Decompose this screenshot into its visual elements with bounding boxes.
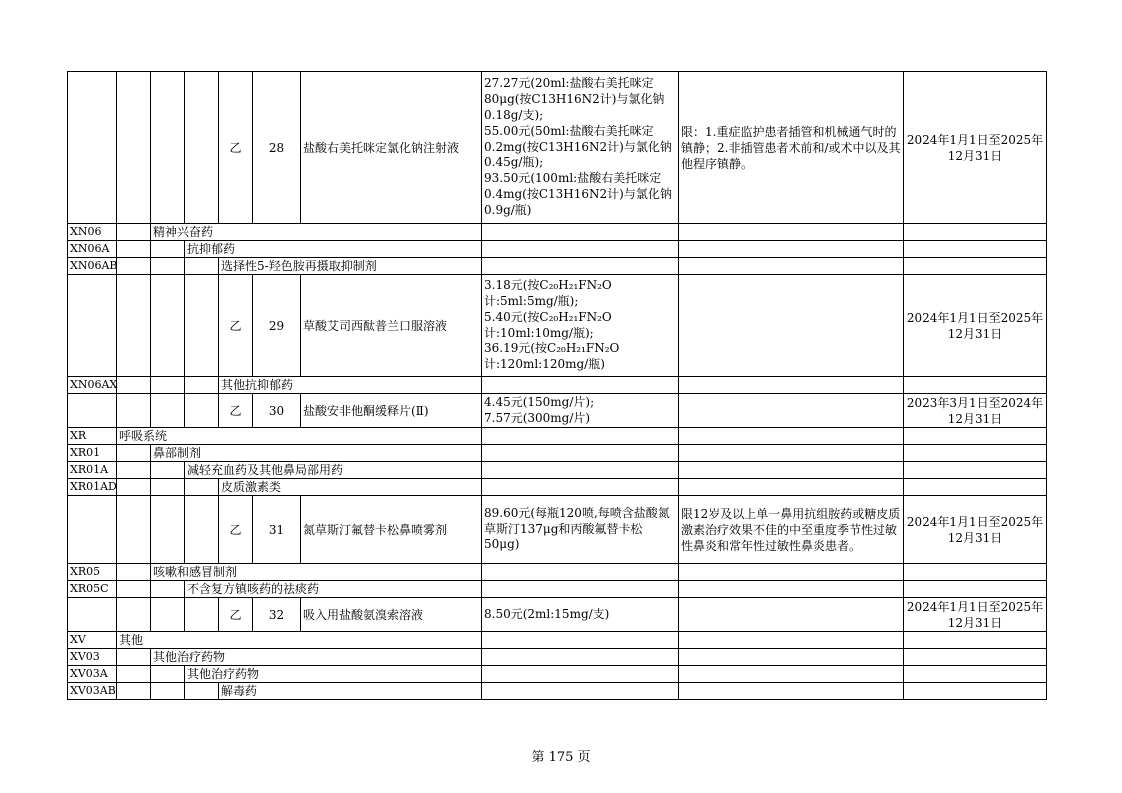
drug-limit xyxy=(679,275,904,377)
drug-grade: 乙 xyxy=(219,275,253,377)
empty-cell xyxy=(679,258,904,275)
drug-period: 2024年1月1日至2025年12月31日 xyxy=(904,496,1047,564)
empty-cell xyxy=(185,394,219,428)
drug-row xyxy=(68,394,1047,428)
empty-cell xyxy=(151,241,185,258)
empty-cell xyxy=(185,683,219,700)
empty-cell xyxy=(904,377,1047,394)
empty-cell xyxy=(68,598,117,632)
empty-cell xyxy=(904,462,1047,479)
drug-grade: 乙 xyxy=(219,496,253,564)
empty-cell xyxy=(679,564,904,581)
category-row xyxy=(68,479,1047,496)
empty-cell xyxy=(679,683,904,700)
page-number: 第 175 页 xyxy=(531,750,591,765)
category-code: XN06 xyxy=(68,224,117,241)
empty-cell xyxy=(904,224,1047,241)
drug-limit: 限：1.重症监护患者插管和机械通气时的镇静；2.非插管患者术前和/或术中以及其他程序镇静。 xyxy=(679,72,904,224)
empty-cell xyxy=(904,666,1047,683)
category-row xyxy=(68,224,1047,241)
empty-cell xyxy=(679,666,904,683)
empty-cell xyxy=(151,479,185,496)
drug-limit xyxy=(679,394,904,428)
empty-cell xyxy=(151,258,185,275)
empty-cell xyxy=(117,666,151,683)
drug-limit xyxy=(679,598,904,632)
empty-cell xyxy=(117,581,151,598)
empty-cell xyxy=(482,683,679,700)
empty-cell xyxy=(904,479,1047,496)
category-code: XR01A xyxy=(68,462,117,479)
category-code: XV03AB xyxy=(68,683,117,700)
empty-cell xyxy=(151,462,185,479)
category-name: 咳嗽和感冒制剂 xyxy=(151,564,482,581)
empty-cell xyxy=(904,649,1047,666)
empty-cell xyxy=(117,394,151,428)
empty-cell xyxy=(904,581,1047,598)
category-name: 其他 xyxy=(117,632,482,649)
empty-cell xyxy=(185,377,219,394)
drug-number: 28 xyxy=(253,72,301,224)
category-row xyxy=(68,683,1047,700)
empty-cell xyxy=(68,394,117,428)
drug-row xyxy=(68,496,1047,564)
category-name: 不含复方镇咳药的祛痰药 xyxy=(185,581,482,598)
empty-cell xyxy=(482,649,679,666)
drug-name: 氮草斯汀氟替卡松鼻喷雾剂 xyxy=(301,496,482,564)
category-row xyxy=(68,666,1047,683)
drug-period: 2023年3月1日至2024年12月31日 xyxy=(904,394,1047,428)
drug-grade: 乙 xyxy=(219,598,253,632)
empty-cell xyxy=(117,462,151,479)
empty-cell xyxy=(679,581,904,598)
category-code: XR05C xyxy=(68,581,117,598)
category-name: 选择性5-羟色胺再摄取抑制剂 xyxy=(219,258,482,275)
empty-cell xyxy=(151,581,185,598)
empty-cell xyxy=(68,496,117,564)
empty-cell xyxy=(151,666,185,683)
empty-cell xyxy=(117,598,151,632)
category-row xyxy=(68,428,1047,445)
empty-cell xyxy=(904,683,1047,700)
empty-cell xyxy=(117,224,151,241)
drug-period: 2024年1月1日至2025年12月31日 xyxy=(904,275,1047,377)
empty-cell xyxy=(482,564,679,581)
drug-number: 31 xyxy=(253,496,301,564)
empty-cell xyxy=(679,632,904,649)
empty-cell xyxy=(904,258,1047,275)
drug-period: 2024年1月1日至2025年12月31日 xyxy=(904,72,1047,224)
empty-cell xyxy=(117,479,151,496)
category-name: 其他治疗药物 xyxy=(185,666,482,683)
drug-name: 吸入用盐酸氨溴索溶液 xyxy=(301,598,482,632)
empty-cell xyxy=(151,598,185,632)
empty-cell xyxy=(151,394,185,428)
empty-cell xyxy=(151,683,185,700)
empty-cell xyxy=(117,258,151,275)
empty-cell xyxy=(117,496,151,564)
category-name: 其他抗抑郁药 xyxy=(219,377,482,394)
category-row xyxy=(68,581,1047,598)
empty-cell xyxy=(482,666,679,683)
category-code: XR05 xyxy=(68,564,117,581)
empty-cell xyxy=(185,496,219,564)
category-code: XN06AX xyxy=(68,377,117,394)
empty-cell xyxy=(482,632,679,649)
drug-name: 草酸艾司西酞普兰口服溶液 xyxy=(301,275,482,377)
category-row xyxy=(68,258,1047,275)
empty-cell xyxy=(679,479,904,496)
category-row xyxy=(68,564,1047,581)
category-name: 解毒药 xyxy=(219,683,482,700)
empty-cell xyxy=(904,445,1047,462)
empty-cell xyxy=(185,72,219,224)
empty-cell xyxy=(679,462,904,479)
drug-row xyxy=(68,72,1047,224)
empty-cell xyxy=(117,683,151,700)
empty-cell xyxy=(185,258,219,275)
empty-cell xyxy=(482,462,679,479)
empty-cell xyxy=(679,649,904,666)
empty-cell xyxy=(904,428,1047,445)
empty-cell xyxy=(904,632,1047,649)
category-code: XR01AD xyxy=(68,479,117,496)
drug-name: 盐酸右美托咪定氯化钠注射液 xyxy=(301,72,482,224)
category-code: XV03A xyxy=(68,666,117,683)
empty-cell xyxy=(185,598,219,632)
empty-cell xyxy=(679,224,904,241)
drug-row xyxy=(68,275,1047,377)
category-row xyxy=(68,649,1047,666)
category-row xyxy=(68,632,1047,649)
category-row xyxy=(68,377,1047,394)
empty-cell xyxy=(68,72,117,224)
empty-cell xyxy=(117,649,151,666)
drug-limit: 限12岁及以上单一鼻用抗组胺药或糖皮质激素治疗效果不佳的中至重度季节性过敏性鼻炎和常年性过敏性鼻炎患者。 xyxy=(679,496,904,564)
empty-cell xyxy=(482,445,679,462)
empty-cell xyxy=(482,241,679,258)
empty-cell xyxy=(151,377,185,394)
empty-cell xyxy=(482,258,679,275)
drug-price: 3.18元(按C₂₀H₂₁FN₂O计:5ml:5mg/瓶); 5.40元(按C₂₀H₂₁FN₂O计:10ml:10mg/瓶); 36.19元(按C₂₀H₂₁FN₂O计:120ml:120mg/瓶) xyxy=(482,275,679,377)
category-name: 皮质激素类 xyxy=(219,479,482,496)
category-name: 鼻部制剂 xyxy=(151,445,482,462)
empty-cell xyxy=(679,241,904,258)
empty-cell xyxy=(904,564,1047,581)
category-code: XV03 xyxy=(68,649,117,666)
drug-list-table xyxy=(67,71,1047,700)
category-name: 其他治疗药物 xyxy=(151,649,482,666)
empty-cell xyxy=(117,241,151,258)
drug-grade: 乙 xyxy=(219,394,253,428)
drug-price: 89.60元(每瓶120喷,每喷含盐酸氮草斯汀137μg和丙酸氟替卡松50μg) xyxy=(482,496,679,564)
empty-cell xyxy=(185,479,219,496)
category-name: 呼吸系统 xyxy=(117,428,482,445)
drug-row xyxy=(68,598,1047,632)
drug-number: 32 xyxy=(253,598,301,632)
empty-cell xyxy=(151,275,185,377)
empty-cell xyxy=(482,479,679,496)
category-code: XR01 xyxy=(68,445,117,462)
empty-cell xyxy=(679,428,904,445)
drug-number: 29 xyxy=(253,275,301,377)
empty-cell xyxy=(482,377,679,394)
drug-name: 盐酸安非他酮缓释片(Ⅱ) xyxy=(301,394,482,428)
drug-number: 30 xyxy=(253,394,301,428)
category-row xyxy=(68,462,1047,479)
drug-period: 2024年1月1日至2025年12月31日 xyxy=(904,598,1047,632)
category-name: 精神兴奋药 xyxy=(151,224,482,241)
category-row xyxy=(68,445,1047,462)
empty-cell xyxy=(679,445,904,462)
category-row xyxy=(68,241,1047,258)
category-code: XV xyxy=(68,632,117,649)
empty-cell xyxy=(482,581,679,598)
category-name: 抗抑郁药 xyxy=(185,241,482,258)
category-code: XR xyxy=(68,428,117,445)
drug-price: 8.50元(2ml:15mg/支) xyxy=(482,598,679,632)
category-name: 减轻充血药及其他鼻局部用药 xyxy=(185,462,482,479)
drug-price: 27.27元(20ml:盐酸右美托咪定80μg(按C13H16N2计)与氯化钠0.18g/支); 55.00元(50ml:盐酸右美托咪定0.2mg(按C13H16N2计)与氯化钠0.45g/瓶); 93.50元(100ml:盐酸右美托咪定0.4mg(按C13H16N2计)与氯化钠0.9g/瓶) xyxy=(482,72,679,224)
empty-cell xyxy=(117,275,151,377)
drug-price: 4.45元(150mg/片); 7.57元(300mg/片) xyxy=(482,394,679,428)
empty-cell xyxy=(482,224,679,241)
empty-cell xyxy=(482,428,679,445)
empty-cell xyxy=(117,72,151,224)
empty-cell xyxy=(151,496,185,564)
empty-cell xyxy=(117,564,151,581)
category-code: XN06A xyxy=(68,241,117,258)
empty-cell xyxy=(679,377,904,394)
drug-grade: 乙 xyxy=(219,72,253,224)
empty-cell xyxy=(151,72,185,224)
empty-cell xyxy=(185,275,219,377)
empty-cell xyxy=(117,377,151,394)
category-code: XN06AB xyxy=(68,258,117,275)
empty-cell xyxy=(68,275,117,377)
empty-cell xyxy=(904,241,1047,258)
empty-cell xyxy=(117,445,151,462)
